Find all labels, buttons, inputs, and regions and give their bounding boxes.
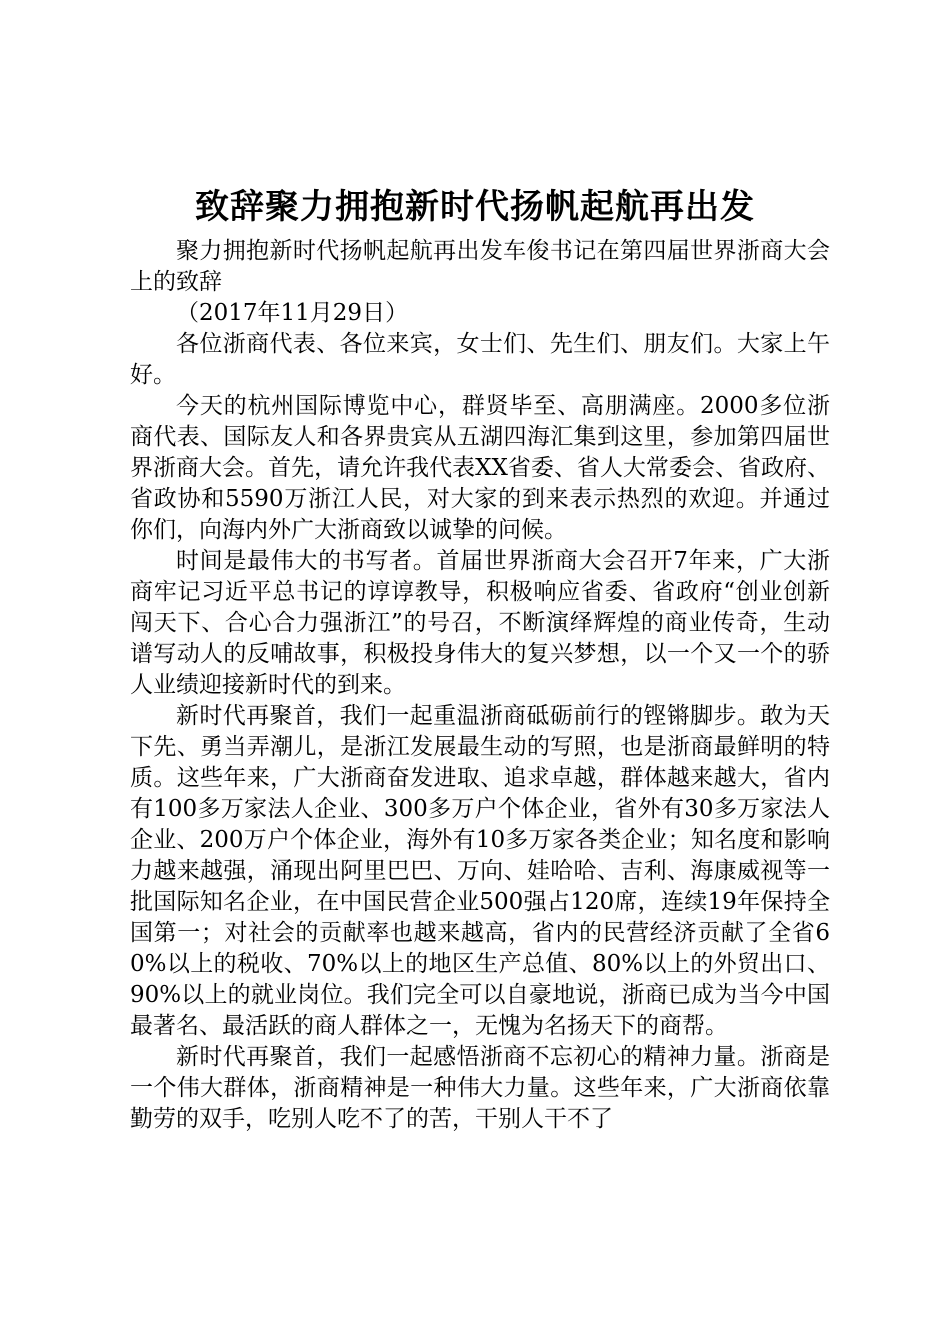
paragraph-history: 时间是最伟大的书写者。首届世界浙商大会召开7年来，广大浙商牢记习近平总书记的谆谆教导，积极响应省委、省政府“创业创新闯天下、合心合力强浙江”的号召，不断演绎辉煌的商业传奇，生动谱写动人的反哺故事，积极投身伟大的复兴梦想，以一个又一个的骄人业绩迎接新时代的到来。 [130,548,830,698]
paragraph-welcome: 今天的杭州国际博览中心，群贤毕至、高朋满座。2000多位浙商代表、国际友人和各界贵宾从五湖四海汇集到这里，参加第四届世界浙商大会。首先，请允许我代表XX省委、省人大常委会、省政府、省政协和5590万浙江人民，对大家的到来表示热烈的欢迎。并通过你们，向海内外广大浙商致以诚挚的问候。 [130,393,830,543]
paragraph-greeting: 各位浙商代表、各位来宾，女士们、先生们、朋友们。大家上午好。 [130,331,830,388]
paragraph-spirit: 新时代再聚首，我们一起感悟浙商不忘初心的精神力量。浙商是一个伟大群体，浙商精神是一种伟大力量。这些年来，广大浙商依靠勤劳的双手，吃别人吃不了的苦，干别人干不了 [130,1044,830,1132]
document-body [130,236,830,1135]
paragraph-subtitle: 聚力拥抱新时代扬帆起航再出发车俊书记在第四届世界浙商大会上的致辞 [130,238,830,295]
paragraph-date: （2017年11月29日） [176,300,409,326]
document-title: 致辞聚力拥抱新时代扬帆起航再出发 [195,187,755,227]
paragraph-achievements: 新时代再聚首，我们一起重温浙商砥砺前行的铿锵脚步。敢为天下先、勇当弄潮儿，是浙江发展最生动的写照，也是浙商最鲜明的特质。这些年来，广大浙商奋发进取、追求卓越，群体越来越大，省内有100多万家法人企业、300多万户个体企业，省外有30多万家法人企业、200万户个体企业，海外有10多万家各类企业；知名度和影响力越来越强，涌现出阿里巴巴、万向、娃哈哈、吉利、海康威视等一批国际知名企业，在中国民营企业500强占120席，连续19年保持全国第一；对社会的贡献率也越来越高，省内的民营经济贡献了全省60%以上的税收、70%以上的地区生产总值、80%以上的外贸出口、90%以上的就业岗位。我们完全可以自豪地说，浙商已成为当今中国最著名、最活跃的商人群体之一，无愧为名扬天下的商帮。 [130,703,830,1039]
